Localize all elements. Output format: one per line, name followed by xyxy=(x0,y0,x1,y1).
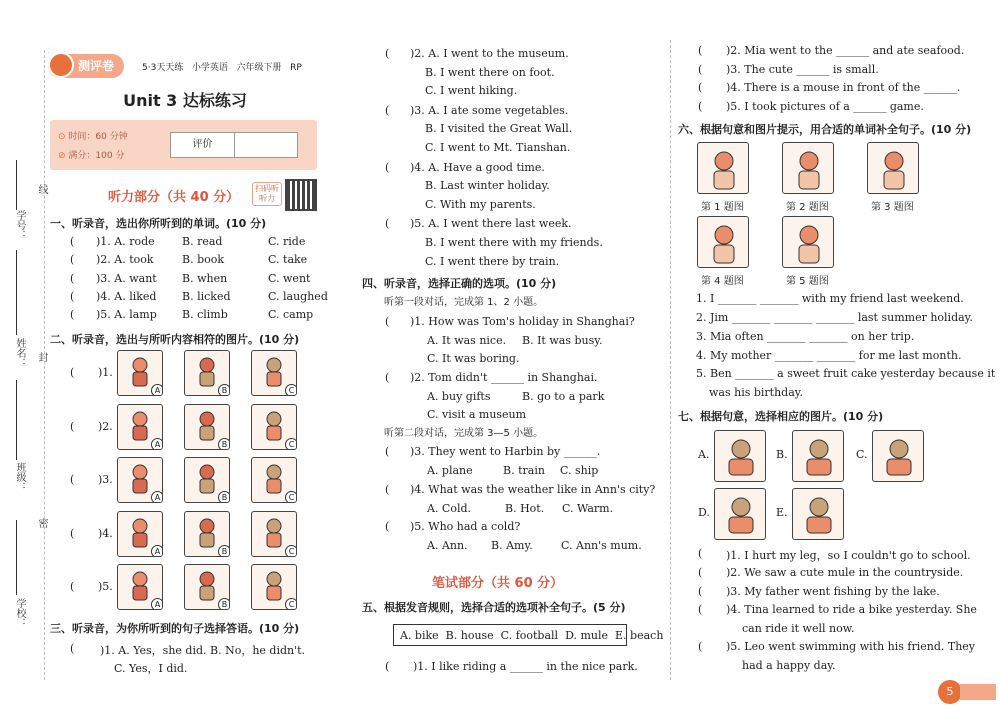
class-label: 班级： xyxy=(14,462,25,492)
col3-paren: ( xyxy=(698,44,703,57)
listening-title: 听力部分（共 40 分） xyxy=(108,190,240,205)
sec7-sentence: )2. We saw a cute mule in the countryside. xyxy=(726,566,964,579)
sec1-option-b: B. climb xyxy=(182,308,228,322)
sec1-paren: ( xyxy=(70,289,75,303)
col2-option-c: C. I went there by train. xyxy=(425,254,560,268)
sec4-intro1: 听第一段对话，完成第 1、2 小题。 xyxy=(384,297,544,308)
sec2-paren: ( xyxy=(70,473,75,486)
sec2-number: )1. xyxy=(98,366,113,379)
option-letter: C xyxy=(285,438,297,450)
sec7-sentence: )4. Tina learned to ride a bike yesterday. She xyxy=(726,603,977,616)
sec7-picture[interactable] xyxy=(714,488,766,540)
sec3-title: 三、听录音，为你所听到的句子选择答语。(10 分) xyxy=(50,622,300,635)
option-letter: A xyxy=(151,598,163,610)
eval-box xyxy=(170,132,298,158)
sec4-option-b: B. It was busy. xyxy=(522,333,603,347)
sec4-paren: ( xyxy=(385,371,390,384)
sec7-paren: ( xyxy=(698,547,703,560)
col2-option-a: )5. A. I went there last week. xyxy=(410,217,572,231)
sec7-paren: ( xyxy=(698,585,703,598)
sec6-s1: 1. I _______ _______ with my friend last weekend. xyxy=(696,292,964,305)
option-letter: A xyxy=(151,545,163,557)
sec4-option-b: B. Amy. xyxy=(491,538,533,552)
sec7-paren: ( xyxy=(698,603,703,616)
sec7-sentence: )1. I hurt my leg，so I couldn't go to school. xyxy=(726,549,971,562)
sec2-title: 二、听录音，选出与所听内容相符的图片。(10 分) xyxy=(50,333,300,346)
sec4-option-b: B. go to a park xyxy=(522,389,605,403)
sec7-letter: C. xyxy=(856,448,868,461)
sec2-number: )3. xyxy=(98,473,113,486)
col2-option-b: B. I went there on foot. xyxy=(425,65,555,79)
option-letter: C xyxy=(285,491,297,503)
school-label: 学校： xyxy=(14,598,25,628)
sec2-picture[interactable] xyxy=(117,350,163,396)
sec6-picture xyxy=(867,142,919,194)
sec2-paren: ( xyxy=(70,526,75,540)
sec7-picture[interactable] xyxy=(792,430,844,482)
sec6-s5b: was his birthday. xyxy=(709,386,804,399)
sec4-intro2: 听第二段对话，完成第 3—5 小题。 xyxy=(384,428,544,439)
binding-mi: 密 xyxy=(36,518,47,528)
sec4-option-c: C. It was boring. xyxy=(427,352,520,366)
sec6-picture xyxy=(697,216,749,268)
sec2-picture[interactable] xyxy=(251,404,297,450)
sec4-option-a: A. It was nice. xyxy=(427,333,507,347)
sec4-option-b: B. train xyxy=(503,463,545,477)
col3-sentence: )2. Mia went to the ______ and ate seafood. xyxy=(726,44,965,57)
sec2-picture[interactable] xyxy=(184,511,230,557)
sec5-q1: )1. I like riding a ______ in the nice park. xyxy=(413,660,638,673)
sec1-option-c: C. ride xyxy=(268,235,306,248)
sec6-picture xyxy=(697,142,749,194)
binding-xian: 线 xyxy=(36,184,47,194)
sec7-picture[interactable] xyxy=(792,488,844,540)
col2-option-c: C. With my parents. xyxy=(425,197,536,211)
page-tab xyxy=(960,684,996,700)
writing-title: 笔试部分（共 60 分） xyxy=(432,576,564,591)
col2-paren: ( xyxy=(385,47,390,60)
binding-line-3 xyxy=(16,380,17,460)
sec2-picture[interactable] xyxy=(117,511,163,557)
sec1-option-c: C. camp xyxy=(268,308,314,322)
sec2-picture[interactable] xyxy=(117,457,163,503)
sec6-caption: 第 3 题图 xyxy=(871,202,914,213)
sec7-paren: ( xyxy=(698,640,703,653)
name-label: 姓名： xyxy=(14,338,25,368)
sec1-title: 一、听录音，选出你所听到的单词。(10 分) xyxy=(50,217,267,230)
sec3-paren: ( xyxy=(70,642,75,655)
col2-paren: ( xyxy=(385,160,390,174)
sec4-question: )5. Who had a cold? xyxy=(410,520,521,533)
sec4-option-a: A. buy gifts xyxy=(427,389,491,403)
sec4-paren: ( xyxy=(385,483,390,496)
sec2-picture[interactable] xyxy=(184,564,230,610)
col2-paren: ( xyxy=(385,103,390,117)
sec7-letter: E. xyxy=(776,506,788,519)
sec2-picture[interactable] xyxy=(251,511,297,557)
sec6-picture xyxy=(782,216,834,268)
sec2-paren: ( xyxy=(70,580,75,593)
sec6-title: 六、根据句意和图片提示，用合适的单词补全句子。(10 分) xyxy=(678,123,972,136)
sec2-picture[interactable] xyxy=(184,457,230,503)
col3-paren: ( xyxy=(698,81,703,95)
sec6-picture xyxy=(782,142,834,194)
student-id-label: 学号： xyxy=(14,210,25,240)
sec7-sentence: had a happy day. xyxy=(742,659,836,672)
option-letter: B xyxy=(218,598,230,610)
option-letter: A xyxy=(151,491,163,503)
sec4-question: )3. They went to Harbin by ______. xyxy=(410,445,601,458)
sec2-picture[interactable] xyxy=(251,564,297,610)
sec6-s3: 3. Mia often _______ _______ on her trip. xyxy=(696,330,915,343)
sec4-paren: ( xyxy=(385,315,390,328)
sec4-question: )4. What was the weather like in Ann's city? xyxy=(410,483,656,496)
sec4-option-a: A. plane xyxy=(427,463,473,477)
score-info: ⊘ 满分：100 分 xyxy=(58,151,125,161)
sec4-option-c: C. ship xyxy=(560,463,599,477)
col3-sentence: )5. I took pictures of a ______ game. xyxy=(726,99,924,113)
option-letter: A xyxy=(151,384,163,396)
sec6-s2: 2. Jim _______ _______ _______ last summer holiday. xyxy=(696,311,973,324)
sec6-s4: 4. My mother _______ _______ for me last month. xyxy=(696,349,962,362)
col2-option-c: C. I went hiking. xyxy=(425,84,518,98)
col3-sentence: )3. The cute ______ is small. xyxy=(726,62,879,76)
sec1-option-b: B. licked xyxy=(182,289,231,303)
sec1-paren: ( xyxy=(70,253,75,267)
sec4-option-c: C. visit a museum xyxy=(427,408,527,422)
sec4-question: )1. How was Tom's holiday in Shanghai? xyxy=(410,315,635,328)
sec6-caption: 第 5 题图 xyxy=(786,276,829,287)
page-title: Unit 3 达标练习 xyxy=(123,91,247,110)
sec3-q1-c: C. Yes，I did. xyxy=(114,662,188,675)
sec1-option-b: B. book xyxy=(182,253,225,267)
sec5-options: A. bike B. house C. football D. mule E. beach xyxy=(400,629,664,642)
sec2-picture[interactable] xyxy=(251,350,297,396)
sec1-paren: ( xyxy=(70,235,75,248)
sec1-option-a: )4. A. liked xyxy=(96,289,157,303)
col2-option-b: B. I visited the Great Wall. xyxy=(425,122,573,136)
sec6-caption: 第 1 题图 xyxy=(701,202,744,213)
sec1-option-a: )2. A. took xyxy=(96,253,154,267)
series-name: 5·3天天练 xyxy=(142,63,184,73)
sec5-paren-1: ( xyxy=(385,660,390,673)
sec1-option-a: )5. A. lamp xyxy=(96,308,157,322)
eval-label: 评价 xyxy=(171,133,235,157)
sec6-caption: 第 4 题图 xyxy=(701,276,744,287)
option-letter: C xyxy=(285,384,297,396)
sec7-letter: D. xyxy=(698,506,710,519)
subject-name: 小学英语 xyxy=(191,63,228,73)
sec2-picture[interactable] xyxy=(184,350,230,396)
sec2-picture[interactable] xyxy=(251,457,297,503)
col2-option-a: )4. A. Have a good time. xyxy=(410,160,545,174)
column-divider xyxy=(670,40,671,680)
col2-option-a: )3. A. I ate some vegetables. xyxy=(410,103,569,117)
sec2-picture[interactable] xyxy=(184,404,230,450)
sec4-option-c: C. Warm. xyxy=(562,501,614,515)
sec7-sentence: )3. My father went fishing by the lake. xyxy=(726,585,940,598)
col2-paren: ( xyxy=(385,217,390,231)
sec7-picture[interactable] xyxy=(872,430,924,482)
col3-paren: ( xyxy=(698,99,703,113)
binding-line-4 xyxy=(16,520,17,595)
sec2-paren: ( xyxy=(70,419,75,433)
sec1-option-c: C. laughed xyxy=(268,289,328,303)
sec4-question: )2. Tom didn't ______ in Shanghai. xyxy=(410,371,598,384)
qr-label: 扫码听听力 xyxy=(252,182,282,206)
sec7-picture[interactable] xyxy=(714,430,766,482)
col3-sentence: )4. There is a mouse in front of the ______. xyxy=(726,81,961,95)
margin-dashed xyxy=(44,50,45,680)
sec4-option-a: A. Ann. xyxy=(427,538,468,552)
sec1-option-a: )3. A. want xyxy=(96,271,157,285)
binding-line-2 xyxy=(16,250,17,335)
sec3-q1-b: B. No，he didn't. xyxy=(210,644,306,657)
sec2-picture[interactable] xyxy=(117,564,163,610)
sec1-option-b: B. when xyxy=(182,271,228,285)
edition-name: RP xyxy=(290,63,302,73)
option-letter: B xyxy=(218,438,230,450)
sec7-letter: A. xyxy=(698,448,710,461)
sec5-title: 五、根据发音规则，选择合适的选项补全句子。(5 分) xyxy=(362,601,626,614)
option-letter: B xyxy=(218,384,230,396)
time-info: ⊙ 时间：60 分钟 xyxy=(58,132,128,142)
sec7-letter: B. xyxy=(776,448,788,461)
option-letter: C xyxy=(285,598,297,610)
binding-line-1 xyxy=(16,160,17,210)
option-letter: C xyxy=(285,545,297,557)
col3-paren: ( xyxy=(698,62,703,76)
sec7-sentence: can ride it well now. xyxy=(742,622,855,635)
option-letter: B xyxy=(218,545,230,557)
sec7-paren: ( xyxy=(698,566,703,579)
sec1-option-c: C. take xyxy=(268,253,308,267)
sec6-s5: 5. Ben _______ a sweet fruit cake yesterday because it xyxy=(696,367,996,380)
sec1-paren: ( xyxy=(70,271,75,285)
sec4-option-b: B. Hot. xyxy=(505,501,545,515)
col2-option-a: )2. A. I went to the museum. xyxy=(410,47,569,60)
header-meta xyxy=(142,60,302,73)
binding-feng: 封 xyxy=(36,352,47,362)
sec1-option-b: B. read xyxy=(182,235,223,248)
option-letter: A xyxy=(151,438,163,450)
info-box xyxy=(50,120,317,170)
sec4-paren: ( xyxy=(385,520,390,533)
col2-option-b: B. I went there with my friends. xyxy=(425,236,603,249)
sec2-number: )2. xyxy=(98,419,113,433)
sec2-paren: ( xyxy=(70,366,75,379)
sec4-paren: ( xyxy=(385,445,390,458)
sec2-number: )5. xyxy=(98,580,113,593)
sec1-option-c: C. went xyxy=(268,271,311,285)
mascot-icon xyxy=(48,52,74,78)
sec7-sentence: )5. Leo went swimming with his friend. They xyxy=(726,640,976,653)
sec6-caption: 第 2 题图 xyxy=(786,202,829,213)
col2-option-b: B. Last winter holiday. xyxy=(425,179,550,193)
page-number: 5 xyxy=(938,680,962,704)
sec7-title: 七、根据句意，选择相应的图片。(10 分) xyxy=(678,410,884,423)
option-letter: B xyxy=(218,491,230,503)
sec4-option-a: A. Cold. xyxy=(427,501,472,515)
badge-text: 测评卷 xyxy=(78,59,115,73)
qr-code-icon[interactable] xyxy=(285,179,317,211)
sec2-number: )4. xyxy=(98,526,113,540)
col2-option-c: C. I went to Mt. Tianshan. xyxy=(425,141,571,154)
sec2-picture[interactable] xyxy=(117,404,163,450)
grade-name: 六年级下册 xyxy=(236,63,282,73)
sec1-paren: ( xyxy=(70,308,75,322)
sec3-q1-a: )1. A. Yes，she did. xyxy=(100,644,207,657)
sec1-option-a: )1. A. rode xyxy=(96,235,155,248)
sec4-option-c: C. Ann's mum. xyxy=(561,538,642,552)
sec4-title: 四、听录音，选择正确的选项。(10 分) xyxy=(362,277,557,290)
